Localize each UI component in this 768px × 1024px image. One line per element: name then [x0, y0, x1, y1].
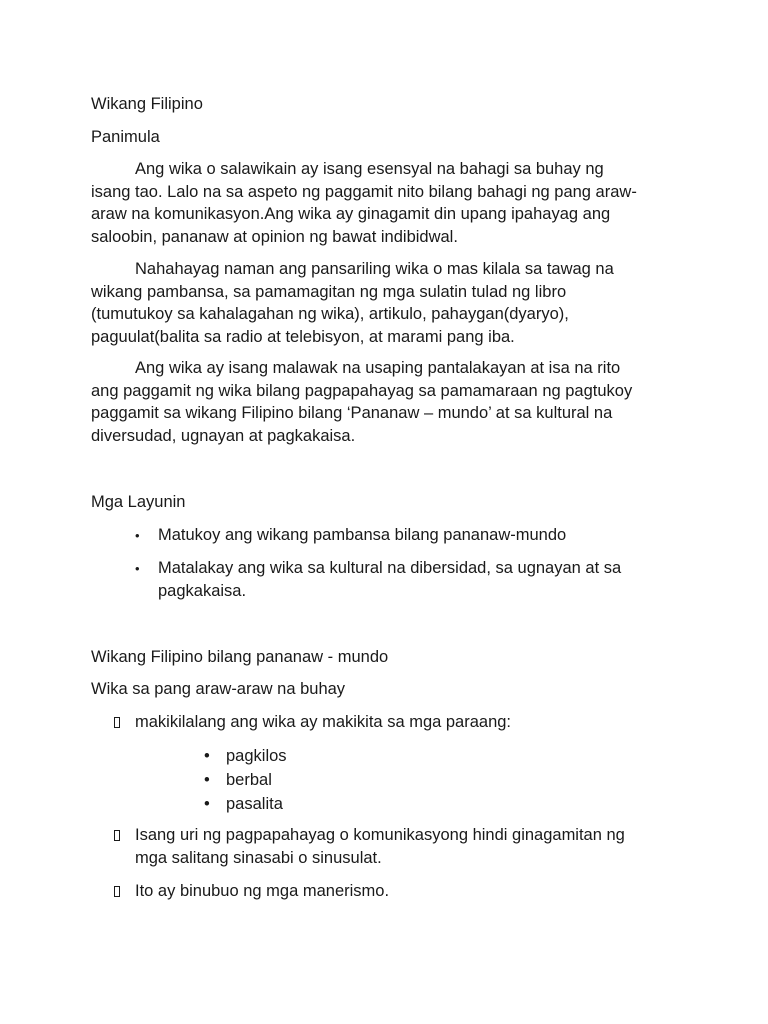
sub-item-2: berbal — [226, 771, 272, 789]
box-item-2 — [135, 824, 695, 869]
missing-glyph-icon — [114, 886, 120, 897]
bullet-marker: • — [135, 528, 140, 543]
paragraph-3-line-1: Ang wika ay isang malawak na usaping pantalakayan at isa na rito — [135, 359, 621, 377]
bullet-marker: • — [204, 795, 210, 813]
box-item-2-line-2: mga salitang sinasabi o sinusulat. — [135, 848, 382, 867]
objective-item-1 — [158, 524, 688, 547]
paragraph-2-line-3: (tumutukoy sa kahalagahan ng wika), artikulo, pahaygan(dyaryo), — [91, 305, 569, 323]
objective-item-2-line-2: pagkakaisa. — [158, 581, 247, 600]
paragraph-1-line-3: araw na komunikasyon.Ang wika ay ginagamit din upang ipahayag ang — [91, 205, 611, 223]
section-heading-pang-araw-araw: Wika sa pang araw-araw na buhay — [91, 680, 346, 698]
section-heading-panimula: Panimula — [91, 128, 160, 146]
bullet-marker: • — [135, 561, 140, 576]
paragraph-1-line-1: Ang wika o salawikain ay isang esensyal na bahagi sa buhay ng — [135, 160, 604, 178]
sub-item-1: pagkilos — [226, 747, 287, 765]
objective-item-2 — [158, 557, 688, 602]
paragraph-1 — [91, 158, 681, 248]
section-heading-mga-layunin: Mga Layunin — [91, 493, 186, 511]
objective-item-2-line-1: Matalakay ang wika sa kultural na dibersidad, sa ugnayan at sa — [158, 559, 622, 577]
objective-item-1-line-1: Matukoy ang wikang pambansa bilang pananaw-mundo — [158, 526, 567, 544]
paragraph-2-line-2: wikang pambansa, sa pamamagitan ng mga sulatin tulad ng libro — [91, 282, 567, 301]
paragraph-3-line-4: diversudad, ugnayan at pagkakaisa. — [91, 426, 356, 445]
paragraph-1-line-2: isang tao. Lalo na sa aspeto ng paggamit nito bilang bahagi ng pang araw- — [91, 182, 637, 201]
box-item-1 — [135, 711, 695, 734]
box-item-2-line-1: Isang uri ng pagpapahayag o komunikasyong hindi ginagamitan ng — [135, 826, 625, 844]
paragraph-3-line-3: paggamit sa wikang Filipino bilang ‘Pananaw – mundo’ at sa kultural na — [91, 404, 613, 422]
paragraph-3-line-2: ang paggamit ng wika bilang pagpapahayag sa pamamaraan ng pagtukoy — [91, 381, 633, 400]
box-item-3 — [135, 880, 695, 903]
section-heading-pananaw-mundo: Wikang Filipino bilang pananaw - mundo — [91, 648, 389, 666]
paragraph-3 — [91, 357, 681, 447]
box-item-1-line-1: makikilalang ang wika ay makikita sa mga paraang: — [135, 713, 512, 731]
paragraph-2 — [91, 258, 681, 348]
sub-item-3: pasalita — [226, 795, 283, 813]
missing-glyph-icon — [114, 830, 120, 841]
document-title: Wikang Filipino — [91, 95, 203, 113]
paragraph-2-line-4: paguulat(balita sa radio at telebisyon, at marami pang iba. — [91, 327, 515, 346]
bullet-marker: • — [204, 771, 210, 789]
box-item-3-line-1: Ito ay binubuo ng mga manerismo. — [135, 882, 390, 900]
paragraph-1-line-4: saloobin, pananaw at opinion ng bawat indibidwal. — [91, 227, 458, 246]
bullet-marker: • — [204, 747, 210, 765]
missing-glyph-icon — [114, 717, 120, 728]
paragraph-2-line-1: Nahahayag naman ang pansariling wika o mas kilala sa tawag na — [135, 260, 614, 278]
